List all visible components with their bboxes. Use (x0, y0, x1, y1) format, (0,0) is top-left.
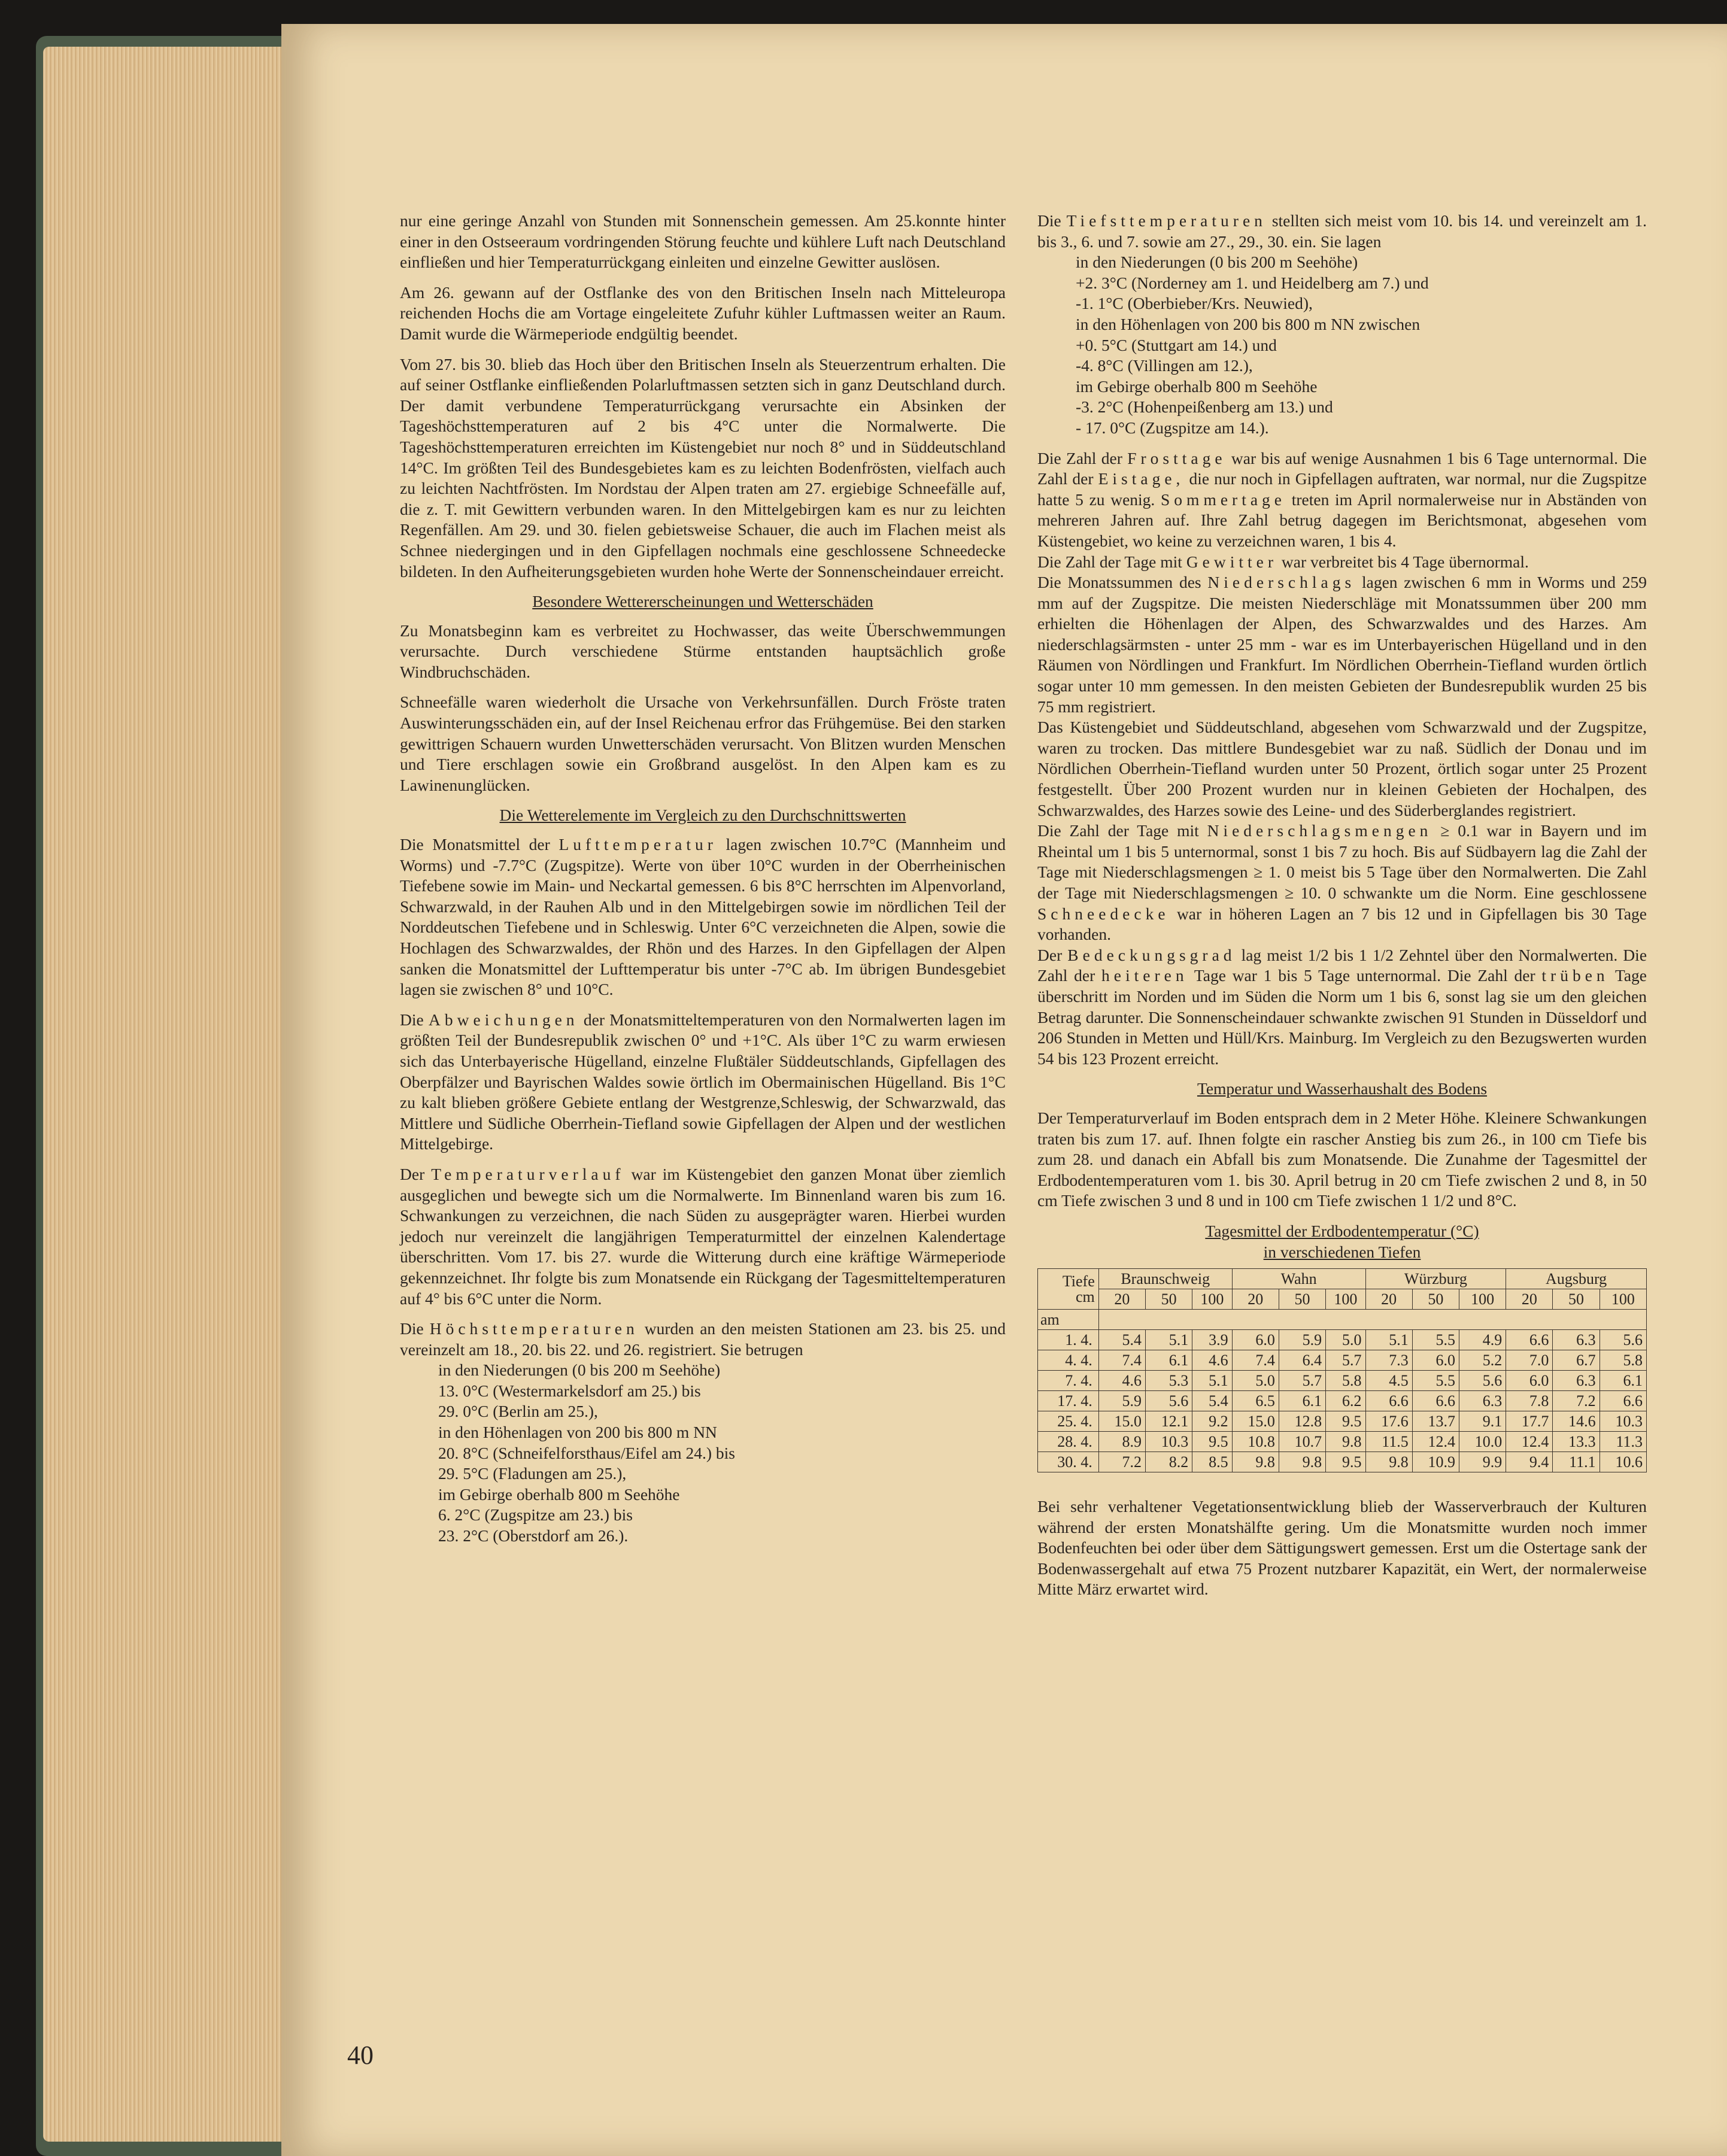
value-cell: 5.3 (1145, 1371, 1192, 1391)
value-cell: 3.9 (1192, 1330, 1232, 1350)
value-line: -4. 8°C (Villingen am 12.), (1076, 356, 1253, 375)
depth-row (1038, 1289, 1647, 1310)
value-cell: 4.9 (1459, 1330, 1506, 1350)
value-cell: 12.4 (1506, 1432, 1553, 1452)
page-edges (43, 47, 295, 2142)
value-cell: 5.8 (1599, 1350, 1646, 1371)
paragraph: Die Höchsttemperaturen wurden an den meisten Stationen am 23. bis 25. und vereinzelt am 18., 20. bis 22. und 26. registriert. Sie betrugen (400, 1319, 1006, 1359)
spaced-term: Abweichungen (429, 1010, 579, 1029)
value-cell: 5.6 (1459, 1371, 1506, 1391)
value-cell: 5.9 (1279, 1330, 1325, 1350)
value-cell: 9.9 (1459, 1452, 1506, 1472)
depth-header: 20 (1506, 1289, 1553, 1310)
station-header: Wahn (1232, 1269, 1365, 1289)
depth-header: 100 (1192, 1289, 1232, 1310)
table-header-row (1038, 1269, 1647, 1289)
value-cell: 5.1 (1365, 1330, 1412, 1350)
value-cell: 6.0 (1412, 1350, 1459, 1371)
value-line: 20. 8°C (Schneifelforsthaus/Eifel am 24.) bis (438, 1443, 735, 1462)
spaced-term: Niederschlags (1207, 573, 1356, 592)
am-row (1038, 1310, 1647, 1330)
value-line: in den Niederungen (0 bis 200 m Seehöhe) (438, 1361, 721, 1380)
value-cell: 6.1 (1279, 1391, 1325, 1411)
value-cell: 6.6 (1599, 1391, 1646, 1411)
date-cell: 28. 4. (1038, 1432, 1099, 1452)
left-column (400, 211, 1006, 1547)
value-cell: 6.3 (1459, 1391, 1506, 1411)
spaced-term: Schneedecke (1037, 904, 1170, 923)
value-cell: 6.7 (1553, 1350, 1599, 1371)
paragraph: Schneefälle waren wiederholt die Ursache von Verkehrsunfällen. Durch Fröste traten Auswinterungsschäden ein, auf der Insel Reichenau erfror das Frühgemüse. Bei den starken gewittrigen Schauern wurden Unwetterschäden verursacht. Von Blitzen wurden Menschen und Tiere erschlagen sowie ein Großbrand ausgelöst. In den Alpen kam es zu Lawinenunglücken. (400, 693, 1006, 794)
value-cell: 6.1 (1145, 1350, 1192, 1371)
value-cell: 17.6 (1365, 1411, 1412, 1432)
value-cell: 4.6 (1192, 1350, 1232, 1371)
spaced-term: Gewitter (1186, 552, 1278, 571)
section-heading: Besondere Wettererscheinungen und Wetterschäden (532, 592, 873, 611)
value-cell: 5.9 (1098, 1391, 1145, 1411)
value-line: +2. 3°C (Norderney am 1. und Heidelberg am 7.) und (1076, 273, 1429, 292)
value-line: - 17. 0°C (Zugspitze am 14.). (1076, 418, 1269, 437)
value-cell: 5.1 (1192, 1371, 1232, 1391)
value-cell: 7.8 (1506, 1391, 1553, 1411)
soil-temperature-table (1037, 1268, 1647, 1472)
value-cell: 9.8 (1365, 1452, 1412, 1472)
value-cell: 5.7 (1279, 1371, 1325, 1391)
value-cell: 10.9 (1412, 1452, 1459, 1472)
paragraph: nur eine geringe Anzahl von Stunden mit Sonnenschein gemessen. Am 25.konnte hinter einer in den Ostseeraum vordringenden Störung feuchte und kühlere Luft nach Deutschland einfließen und hier Temperaturrückgang einleiten und einzelne Gewitter auslösen. (400, 211, 1006, 272)
value-cell: 6.5 (1232, 1391, 1279, 1411)
value-line: 23. 2°C (Oberstdorf am 26.). (438, 1526, 629, 1545)
value-cell: 9.5 (1192, 1432, 1232, 1452)
value-cell: 11.5 (1365, 1432, 1412, 1452)
value-cell: 10.3 (1145, 1432, 1192, 1452)
value-cell: 6.4 (1279, 1350, 1325, 1371)
value-cell: 10.0 (1459, 1432, 1506, 1452)
value-cell: 5.5 (1412, 1330, 1459, 1350)
depth-header: 20 (1365, 1289, 1412, 1310)
depth-header: 50 (1279, 1289, 1325, 1310)
value-cell: 10.3 (1599, 1411, 1646, 1432)
value-cell: 9.4 (1506, 1452, 1553, 1472)
paragraph: Die Abweichungen der Monatsmitteltemperaturen von den Normalwerten lagen im größten Teil der Bundesrepublik zwischen 0° und +1°C. Als über 1°C zu warm erwiesen sich das Unterbayerische Hügelland, einzelne Flußtäler Süddeutschlands, Gipfellagen des Oberpfälzer und Bayrischen Waldes sowie örtlich im Obermainischen Hügelland. Bis 1°C zu kalt blieben größere Gebiete entlang der Westgrenze,Schleswig, der Schwarzwald, das Mittlere und Südliche Oberrhein-Tiefland sowie Gipfellagen der Alpen und der westlichen Mittelgebirge. (400, 1010, 1006, 1153)
value-cell: 4.5 (1365, 1371, 1412, 1391)
value-cell: 6.6 (1506, 1330, 1553, 1350)
value-cell: 7.0 (1506, 1350, 1553, 1371)
value-cell: 11.1 (1553, 1452, 1599, 1472)
page-number: 40 (347, 2040, 374, 2070)
value-cell: 4.6 (1098, 1371, 1145, 1391)
station-header: Augsburg (1506, 1269, 1647, 1289)
value-cell: 8.9 (1098, 1432, 1145, 1452)
value-line: 29. 0°C (Berlin am 25.), (438, 1402, 598, 1421)
value-cell: 7.2 (1098, 1452, 1145, 1472)
depth-header: 100 (1326, 1289, 1365, 1310)
spaced-term: Lufttemperatur (559, 835, 717, 854)
value-cell: 12.4 (1412, 1432, 1459, 1452)
paragraph: Vom 27. bis 30. blieb das Hoch über den Britischen Inseln als Steuerzentrum erhalten. Die auf seiner Ostflanke einfließenden Polarluftmassen setzten sich in ganz Deutschland durch. Der damit verbundene Temperaturrückgang verursachte ein Absinken der Tageshöchsttemperaturen auf 2 bis 4°C unter die Normalwerte. Die Tageshöchsttemperaturen erreichten im Küstengebiet nur noch 8° und in Süddeutschland 14°C. Im größten Teil des Bundesgebietes kam es zu leichten Bodenfrösten, vielfach auch zu leichten Nachtfrösten. Im Nordstau der Alpen traten am 27. ergiebige Schneefälle auf, die z. T. mit Gewittern verbunden waren. In den Mittelgebirgen kam es nur zu leichten Regenfällen. Am 29. und 30. fielen gebietsweise Schauer, die auch im Flachen meist als Schnee niedergingen und in den Gipfellagen nochmals eine geschlossene Schneedecke bildeten. In den Aufheiterungsgebieten wurden hohe Werte der Sonnenscheindauer erreicht. (400, 354, 1006, 581)
depth-header: 20 (1232, 1289, 1279, 1310)
value-cell: 8.2 (1145, 1452, 1192, 1472)
value-cell: 7.4 (1232, 1350, 1279, 1371)
value-line: +0. 5°C (Stuttgart am 14.) und (1076, 335, 1277, 354)
value-cell: 5.0 (1326, 1330, 1365, 1350)
table-row (1038, 1452, 1647, 1472)
spacer (1098, 1310, 1646, 1330)
table-row (1038, 1432, 1647, 1452)
value-cell: 13.7 (1412, 1411, 1459, 1432)
table-row (1038, 1411, 1647, 1432)
table-row (1038, 1330, 1647, 1350)
paragraph: Die Zahl der Tage mit Niederschlagsmengen ≥ 0.1 war in Bayern und im Rheintal um 1 bis 5 unternormal, sonst 1 bis 7 zu hoch. Bis auf Südbayern lag die Zahl der Tage mit Niederschlagsmengen ≥ 1. 0 meist bis 5 Tage über den Normalwerten. Die Zahl der Tage mit Niederschlagsmengen ≥ 10. 0 schwankte um die Norm. Eine geschlossene Schneedecke war in höheren Lagen an 7 bis 12 und in Gipfellagen bis 30 Tage vorhanden. (1037, 821, 1647, 944)
value-cell: 6.6 (1412, 1391, 1459, 1411)
value-cell: 6.6 (1365, 1391, 1412, 1411)
paragraph: Der Bedeckungsgrad lag meist 1/2 bis 1 1/2 Zehntel über den Normalwerten. Die Zahl der heiteren Tage war 1 bis 5 Tage unternormal. Die Zahl der trüben Tage überschritt im Norden und im Süden die Norm um 1 bis 6, sonst lag sie um den gleichen Betrag darunter. Die Sonnenscheindauer schwankte zwischen 91 Stunden in Düsseldorf und 206 Stunden in Metten und Hüll/Krs. Mainburg. Im Vergleich zu den Bezugswerten wurden 54 bis 123 Prozent erreicht. (1037, 945, 1647, 1068)
depth-header: 20 (1098, 1289, 1145, 1310)
value-cell: 11.3 (1599, 1432, 1646, 1452)
value-cell: 8.5 (1192, 1452, 1232, 1472)
paragraph: Bei sehr verhaltener Vegetationsentwicklung blieb der Wasserverbrauch der Kulturen während der ersten Monatshälfte gering. Um die Monatsmitte wurden noch immer Bodenfeuchten bei oder über dem Sättigungswert gemessen. Erst um die Ostertage sank der Bodenwassergehalt auf etwa 75 Prozent nutzbarer Kapazität, ein Wert, der normalerweise Mitte März erwartet wird. (1037, 1497, 1647, 1599)
value-cell: 9.8 (1279, 1452, 1325, 1472)
value-cell: 10.6 (1599, 1452, 1646, 1472)
paragraph: Der Temperaturverlauf war im Küstengebiet den ganzen Monat über ziemlich ausgeglichen und bewegte sich um die Normalwerte. Im Binnenland waren bis zum 16. Schwankungen zu verzeichnen, die nach Süden zu ausgeprägter waren. Hierbei wurden jedoch nur vereinzelt die langjährigen Temperaturmittel der einzelnen Kalendertage überschritten. Vom 17. bis 27. wurde die Witterung durch eine kräftige Wärmeperiode gekennzeichnet. Ihr folgte bis zum Monatsende ein Rückgang der Tagesmitteltemperaturen auf 4° bis 6°C unter die Norm. (400, 1164, 1006, 1308)
table-subtitle: in verschiedenen Tiefen (1263, 1242, 1421, 1261)
value-cell: 6.0 (1506, 1371, 1553, 1391)
paragraph: Die Zahl der Frosttage war bis auf wenige Ausnahmen 1 bis 6 Tage unternormal. Die Zahl der Eistage, die nur noch in Gipfellagen auftraten, war normal, nur die Zugspitze hatte 5 zu wenig. Sommertage treten im April normalerweise nur in Abständen von mehreren Jahren auf. Ihre Zahl betrug dagegen im Berichtsmonat, abgesehen vom Küstengebiet, wo keine zu verzeichnen waren, 1 bis 4. (1037, 448, 1647, 550)
table-row (1038, 1391, 1647, 1411)
value-cell: 7.2 (1553, 1391, 1599, 1411)
value-cell: 17.7 (1506, 1411, 1553, 1432)
value-cell: 10.8 (1232, 1432, 1279, 1452)
paragraph: Die Monatsmittel der Lufttemperatur lagen zwischen 10.7°C (Mannheim und Worms) und -7.7°C (Zugspitze). Werte von über 10°C wurden in der Oberrheinischen Tiefebene sowie im Main- und Neckartal gemessen. 6 bis 8°C herrschten im Alpenvorland, Schwarzwald, in der Rauhen Alb und in den Mittelgebirgen sowie im nördlichen Teil der Norddeutschen Tiefebene und in Schleswig. Unter 6°C verzeichneten die Alpen, sowie die Hochlagen des Schwarzwaldes, der Rhön und des Harzes. In den Gipfellagen der Alpen sanken die Monatsmittel der Lufttemperatur bis unter -7°C ab. Im übrigen Bundesgebiet lagen sie zwischen 8° und 10°C. (400, 835, 1006, 999)
value-cell: 5.1 (1145, 1330, 1192, 1350)
value-cell: 15.0 (1098, 1411, 1145, 1432)
right-column (1037, 211, 1647, 1610)
date-cell: 17. 4. (1038, 1391, 1099, 1411)
section-heading: Die Wetterelemente im Vergleich zu den Durchschnittswerten (499, 806, 906, 825)
value-cell: 9.8 (1232, 1452, 1279, 1472)
value-cell: 14.6 (1553, 1411, 1599, 1432)
value-cell: 7.4 (1098, 1350, 1145, 1371)
date-cell: 25. 4. (1038, 1411, 1099, 1432)
value-cell: 12.1 (1145, 1411, 1192, 1432)
depth-header: 50 (1553, 1289, 1599, 1310)
value-line: 29. 5°C (Fladungen am 25.), (438, 1464, 627, 1483)
value-cell: 9.5 (1326, 1411, 1365, 1432)
spaced-term: Höchsttemperaturen (429, 1319, 639, 1338)
value-cell: 6.1 (1599, 1371, 1646, 1391)
date-cell: 30. 4. (1038, 1452, 1099, 1472)
table-row (1038, 1350, 1647, 1371)
value-cell: 10.7 (1279, 1432, 1325, 1452)
value-cell: 9.2 (1192, 1411, 1232, 1432)
table-title: Tagesmittel der Erdbodentemperatur (°C) (1205, 1221, 1479, 1240)
value-line: 6. 2°C (Zugspitze am 23.) bis (438, 1505, 633, 1525)
depth-header: 100 (1459, 1289, 1506, 1310)
depth-header: 50 (1412, 1289, 1459, 1310)
value-line: im Gebirge oberhalb 800 m Seehöhe (438, 1484, 680, 1504)
value-cell: 5.4 (1192, 1391, 1232, 1411)
paragraph: Die Monatssummen des Niederschlags lagen zwischen 6 mm in Worms und 259 mm auf der Zugspitze. Die meisten Niederschläge mit Monatssummen über 200 mm erhielten die Höhenlagen der Alpen, des Schwarzwaldes und des Harzes. Am niederschlagsärmsten - unter 25 mm - war es im Unterbayerischen Hügelland und in den Räumen von Nördlingen und Frankfurt. Im Nördlichen Oberrhein-Tiefland wurden örtlich sogar unter 10 mm gemessen. In den meisten Gebieten der Bundesrepublik wurden 25 bis 75 mm registriert. (1037, 573, 1647, 716)
value-line: -1. 1°C (Oberbieber/Krs. Neuwied), (1076, 294, 1313, 313)
value-line: 13. 0°C (Westermarkelsdorf am 25.) bis (438, 1381, 701, 1400)
depth-header: 50 (1145, 1289, 1192, 1310)
value-cell: 5.6 (1145, 1391, 1192, 1411)
spaced-term: trüben (1541, 966, 1609, 985)
value-cell: 5.8 (1326, 1371, 1365, 1391)
spaced-term: heiteren (1101, 966, 1188, 985)
value-line: -3. 2°C (Hohenpeißenberg am 13.) und (1076, 397, 1333, 417)
value-cell: 6.3 (1553, 1371, 1599, 1391)
spaced-term: Temperaturverlauf (431, 1164, 625, 1183)
paragraph: Zu Monatsbeginn kam es verbreitet zu Hochwasser, das weite Überschwemmungen verursachte. Durch verschiedene Stürme entstanden hauptsächlich große Windbruchschäden. (400, 621, 1006, 681)
value-cell: 6.3 (1553, 1330, 1599, 1350)
am-label: am (1038, 1310, 1099, 1330)
value-cell: 5.5 (1412, 1371, 1459, 1391)
value-line: in den Höhenlagen von 200 bis 800 m NN (438, 1423, 717, 1442)
corner-cell: Tiefe cm (1038, 1269, 1099, 1310)
value-cell: 6.0 (1232, 1330, 1279, 1350)
paragraph: Die Zahl der Tage mit Gewitter war verbreitet bis 4 Tage übernormal. (1037, 552, 1529, 571)
paragraph: Das Küstengebiet und Süddeutschland, abgesehen vom Schwarzwald und der Zugspitze, waren zu trocken. Das mittlere Bundesgebiet war zu naß. Südlich der Donau und im Nördlichen Oberrhein-Tiefland wurden unter 50 Prozent, örtlich sogar unter 25 Prozent festgestellt. Über 200 Prozent wurden nur in kleinen Gebieten der Hochalpen, des Schwarzwaldes, des Harzes sowie des Leine- und des Süderberglandes registriert. (1037, 718, 1647, 819)
value-cell: 9.1 (1459, 1411, 1506, 1432)
value-cell: 7.3 (1365, 1350, 1412, 1371)
value-cell: 13.3 (1553, 1432, 1599, 1452)
value-cell: 5.6 (1599, 1330, 1646, 1350)
station-header: Braunschweig (1098, 1269, 1232, 1289)
depth-header: 100 (1599, 1289, 1646, 1310)
value-cell: 5.4 (1098, 1330, 1145, 1350)
station-header: Würzburg (1365, 1269, 1506, 1289)
value-cell: 12.8 (1279, 1411, 1325, 1432)
date-cell: 1. 4. (1038, 1330, 1099, 1350)
value-line: in den Niederungen (0 bis 200 m Seehöhe) (1076, 253, 1358, 272)
paragraph: Die Tiefsttemperaturen stellten sich meist vom 10. bis 14. und vereinzelt am 1. bis 3., 6. und 7. sowie am 27., 29., 30. ein. Sie lagen (1037, 211, 1647, 251)
spaced-term: Sommertage (1161, 490, 1286, 509)
date-cell: 4. 4. (1038, 1350, 1099, 1371)
spaced-term: Frosttage (1127, 448, 1227, 467)
value-cell: 15.0 (1232, 1411, 1279, 1432)
spaced-term: Niederschlagsmengen (1207, 821, 1432, 840)
value-cell: 5.2 (1459, 1350, 1506, 1371)
value-cell: 9.8 (1326, 1432, 1365, 1452)
section-heading: Temperatur und Wasserhaushalt des Bodens (1197, 1079, 1488, 1098)
paragraph: Am 26. gewann auf der Ostflanke des von den Britischen Inseln nach Mitteleuropa reichenden Hochs die am Vortage eingeleitete Zufuhr kühler Luftmassen weiter an Raum. Damit wurde die Wärmeperiode endgültig beendet. (400, 283, 1006, 343)
value-line: im Gebirge oberhalb 800 m Seehöhe (1076, 376, 1318, 396)
spaced-term: Eistage, (1098, 469, 1185, 488)
value-cell: 9.5 (1326, 1452, 1365, 1472)
table-row (1038, 1371, 1647, 1391)
spaced-term: Bedeckungsgrad (1067, 945, 1236, 964)
date-cell: 7. 4. (1038, 1371, 1099, 1391)
value-cell: 5.0 (1232, 1371, 1279, 1391)
spaced-term: Tiefsttemperaturen (1066, 211, 1267, 230)
paragraph: Der Temperaturverlauf im Boden entsprach dem in 2 Meter Höhe. Kleinere Schwankungen traten bis zum 17. auf. Ihnen folgte ein rascher Anstieg bis zum 26., in 100 cm Tiefe bis zum 28. und danach ein Abfall bis zum Monatsende. Die Zunahme der Tagesmittel der Erdbodentemperaturen vom 1. bis 30. April betrug in 20 cm Tiefe zwischen 2 und 8, in 50 cm Tiefe zwischen 3 und 8 und in 100 cm Tiefe zwischen 1 1/2 und 8°C. (1037, 1108, 1647, 1210)
value-line: in den Höhenlagen von 200 bis 800 m NN zwischen (1076, 314, 1421, 333)
value-cell: 5.7 (1326, 1350, 1365, 1371)
value-cell: 6.2 (1326, 1391, 1365, 1411)
